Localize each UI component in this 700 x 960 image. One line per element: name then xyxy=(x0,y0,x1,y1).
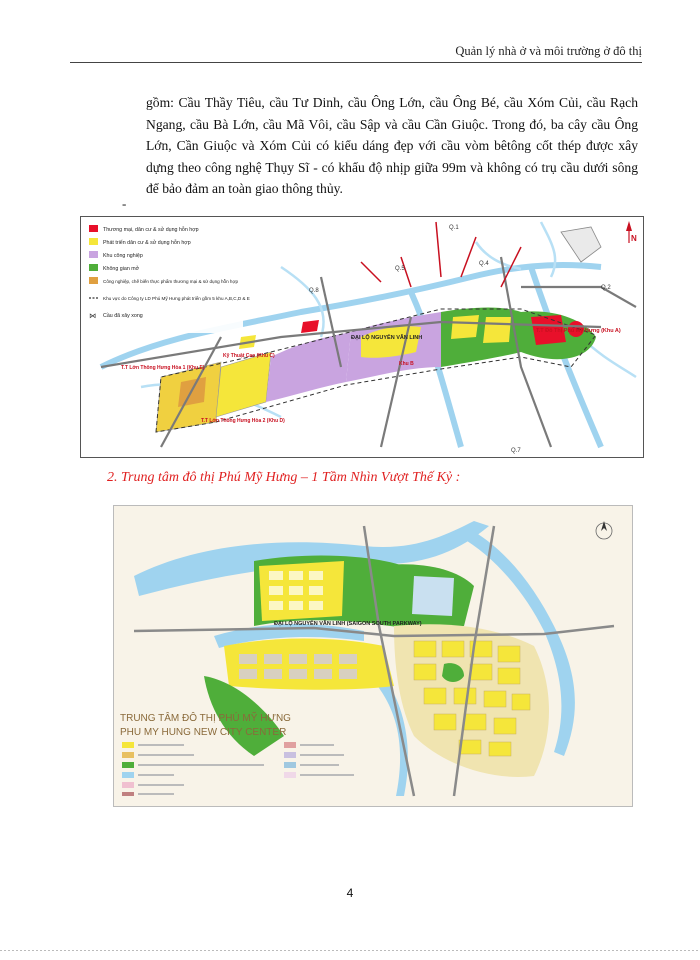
district-label: Q.1 xyxy=(449,225,459,231)
page-number: 4 xyxy=(346,886,354,900)
footer-divider xyxy=(0,950,700,951)
section-heading: 2. Trung tâm đô thị Phú Mỹ Hưng – 1 Tầm Nhìn Vượt Thế Kỷ : xyxy=(107,470,461,485)
page-header: Quản lý nhà ở và môi trường ở đô thị xyxy=(455,44,642,58)
legend-item: Không gian mở xyxy=(103,266,140,272)
list-dash: - xyxy=(122,196,127,211)
legend-item: Công nghiệp, chế biến thực phẩm thương mại & sử dụng hỗn hợp xyxy=(103,279,239,284)
area-label: T.T Lớn Thông Hưng Hòa 2 (Khu D) xyxy=(201,418,285,424)
district-label: Q.8 xyxy=(309,288,319,294)
map-subtitle: PHU MY HUNG NEW CITY CENTER xyxy=(120,727,287,738)
legend-item: Phát triển dân cư & sử dụng hỗn hợp xyxy=(103,240,191,246)
svg-text:N: N xyxy=(631,234,637,243)
legend-item: Khu công nghiệp xyxy=(103,253,143,259)
road-label: ĐẠI LỘ NGUYỄN VĂN LINH (SAIGON SOUTH PARKWAY) xyxy=(274,621,422,627)
area-label: T.T Đô Thị Phú Mỹ Hưng (Khu A) xyxy=(536,328,621,334)
city-center-map xyxy=(113,505,633,807)
svg-text:⋈: ⋈ xyxy=(89,313,96,320)
district-map xyxy=(80,216,644,458)
district-label: Q.5 xyxy=(395,266,405,272)
legend-item: Khu vực do Công ty LD Phú Mỹ Hưng phát triển gồm 5 khu A,B,C,D & E xyxy=(103,296,250,301)
map-legend xyxy=(85,221,250,333)
road-label: ĐẠI LỘ NGUYỄN VĂN LINH xyxy=(351,335,423,341)
legend-item: Thương mại, dân cư & sử dụng hỗn hợp xyxy=(103,227,199,233)
district-label: Q.7 xyxy=(511,448,521,454)
area-label: T.T Lớn Thông Hưng Hòa 1 (Khu E) xyxy=(121,365,205,371)
area-label: Kỹ Thuật Cao (Khu C) xyxy=(223,353,275,359)
yellow-zone xyxy=(224,639,394,690)
header-divider xyxy=(70,62,642,63)
area-label: Khu B xyxy=(399,361,414,367)
district-label: Q.2 xyxy=(601,285,611,291)
body-paragraph: gồm: Cầu Thầy Tiêu, cầu Tư Dinh, cầu Ông Lớn, cầu Ông Bé, cầu Xóm Củi, cầu Rạch Ngang, cầu Bà Lớn, cầu Mã Vôi, cầu Sập và cầu Cần Giuộc. Trong đó, ba cây cầu Ông Lớn, Cần Giuộc và Xóm Củi có kiểu dáng đẹp với cầu vòm bêtông cốt thép được xây dựng theo công nghệ Thụy Sĩ - có khẩu độ nhịp giữa 99m và không có trụ cầu dưới sông để bảo đảm an toàn giao thông thủy. xyxy=(146,95,638,196)
map-title: TRUNG TÂM ĐÔ THỊ PHÚ MỸ HƯNG xyxy=(120,713,291,724)
legend-item: Cầu đã xây xong xyxy=(103,313,143,319)
district-label: Q.4 xyxy=(479,261,489,267)
